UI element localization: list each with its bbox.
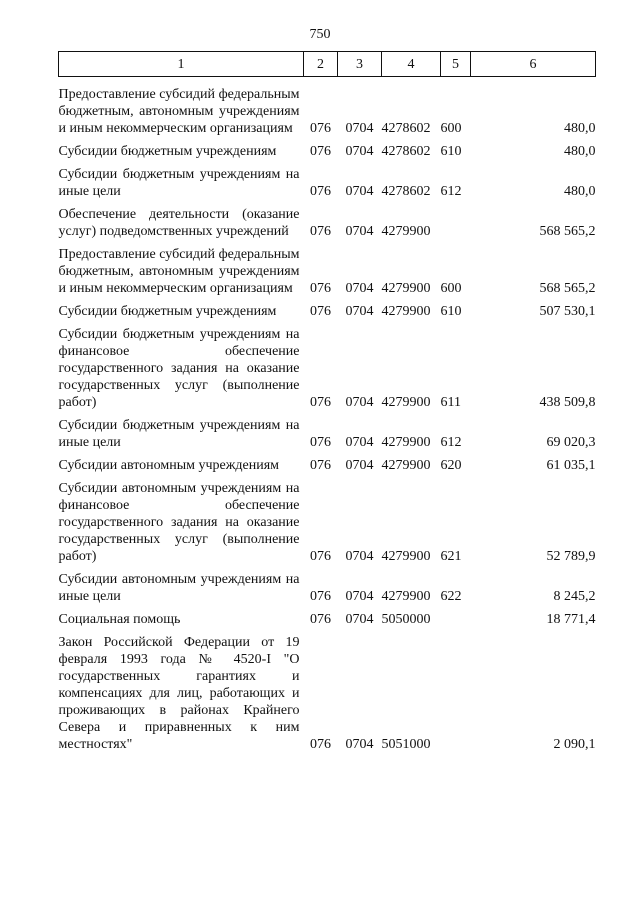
row-amount: 69 020,3 — [546, 435, 596, 450]
row-article-code: 5050000 — [381, 612, 431, 627]
row-ministry-code: 076 — [310, 612, 331, 627]
row-name: Субсидии бюджетным учреждениям на иные цели — [58, 167, 300, 199]
row-expense-type: 612 — [440, 184, 462, 199]
row-section-code: 0704 — [345, 549, 374, 564]
row-article-code: 4279900 — [381, 589, 431, 604]
row-section-code: 0704 — [345, 184, 374, 199]
row-article-code: 4279900 — [381, 549, 431, 564]
row-article-code: 4278602 — [381, 184, 431, 199]
row-article-code: 4279900 — [381, 435, 431, 450]
row-amount: 507 530,1 — [539, 304, 596, 319]
row-section-code: 0704 — [345, 589, 374, 604]
row-ministry-code: 076 — [310, 121, 331, 136]
table-body — [59, 77, 596, 754]
table-row — [59, 137, 596, 160]
table-row — [59, 628, 596, 753]
row-amount: 568 565,2 — [539, 224, 596, 239]
row-section-code: 0704 — [345, 612, 374, 627]
row-ministry-code: 076 — [310, 549, 331, 564]
table-row — [59, 565, 596, 605]
row-amount: 61 035,1 — [546, 458, 596, 473]
header-cell-name: 1 — [59, 52, 304, 77]
row-section-code: 0704 — [345, 121, 374, 136]
table-row — [59, 411, 596, 451]
header-cell-ministry: 2 — [304, 52, 338, 77]
row-section-code: 0704 — [345, 304, 374, 319]
row-expense-type — [441, 605, 471, 628]
row-amount: 18 771,4 — [546, 612, 596, 627]
row-expense-type: 622 — [440, 589, 462, 604]
row-name: Субсидии бюджетным учреждениям — [58, 144, 277, 159]
header-row — [59, 52, 596, 77]
row-expense-type: 600 — [440, 281, 462, 296]
row-ministry-code: 076 — [310, 589, 331, 604]
row-amount: 52 789,9 — [546, 549, 596, 564]
row-article-code: 4279900 — [381, 395, 431, 410]
table-row — [59, 474, 596, 565]
row-amount: 438 509,8 — [539, 395, 596, 410]
row-amount: 480,0 — [564, 184, 596, 199]
row-expense-type: 620 — [440, 458, 462, 473]
table-row — [59, 320, 596, 411]
row-section-code: 0704 — [345, 144, 374, 159]
row-name: Предоставление субсидий федеральным бюджетным, автономным учреждениям и иным некоммерческим организациям — [58, 87, 300, 136]
row-name: Субсидии автономным учреждениям на финансовое обеспечение государственного задания на оказание государственных услуг (выполнение работ) — [58, 481, 300, 564]
row-expense-type: 621 — [440, 549, 462, 564]
row-expense-type: 611 — [440, 395, 461, 410]
row-amount: 480,0 — [564, 121, 596, 136]
row-section-code: 0704 — [345, 281, 374, 296]
table-row — [59, 297, 596, 320]
row-expense-type — [441, 628, 471, 753]
table-row — [59, 160, 596, 200]
row-ministry-code: 076 — [310, 458, 331, 473]
row-name: Предоставление субсидий федеральным бюджетным, автономным учреждениям и иным некоммерческим организациям — [58, 247, 300, 296]
row-amount: 480,0 — [564, 144, 596, 159]
row-section-code: 0704 — [345, 458, 374, 473]
row-expense-type: 600 — [440, 121, 462, 136]
row-name: Закон Российской Федерации от 19 февраля 1993 года № 4520-I "О государственных гарантиях и компенсациях для лиц, работающих и проживающих в районах Крайнего Севера и приравненных к ним местностях" — [58, 635, 300, 752]
row-article-code: 4279900 — [381, 224, 431, 239]
table-row — [59, 605, 596, 628]
row-article-code: 4278602 — [381, 144, 431, 159]
row-article-code: 4279900 — [381, 458, 431, 473]
table-row — [59, 200, 596, 240]
row-ministry-code: 076 — [310, 144, 331, 159]
table-row — [59, 240, 596, 297]
row-article-code: 5051000 — [381, 737, 431, 752]
table-row — [59, 451, 596, 474]
row-section-code: 0704 — [345, 395, 374, 410]
row-expense-type: 612 — [440, 435, 462, 450]
row-name: Субсидии автономным учреждениям — [58, 458, 280, 473]
row-name: Обеспечение деятельности (оказание услуг) подведомственных учреждений — [58, 207, 300, 239]
row-name: Субсидии бюджетным учреждениям — [58, 304, 277, 319]
row-article-code: 4279900 — [381, 304, 431, 319]
row-section-code: 0704 — [345, 737, 374, 752]
row-ministry-code: 076 — [310, 737, 331, 752]
row-ministry-code: 076 — [310, 281, 331, 296]
header-cell-expense: 5 — [441, 52, 471, 77]
header-cell-article: 4 — [382, 52, 441, 77]
row-name: Субсидии бюджетным учреждениям на иные цели — [58, 418, 300, 450]
header-cell-amount: 6 — [471, 52, 596, 77]
row-article-code: 4279900 — [381, 281, 431, 296]
row-ministry-code: 076 — [310, 184, 331, 199]
page-number: 750 — [309, 27, 331, 42]
row-expense-type: 610 — [440, 304, 462, 319]
row-ministry-code: 076 — [310, 304, 331, 319]
table-header — [59, 52, 596, 77]
row-amount: 2 090,1 — [553, 737, 596, 752]
row-amount: 568 565,2 — [539, 281, 596, 296]
row-amount: 8 245,2 — [553, 589, 596, 604]
table-row — [59, 77, 596, 138]
header-cell-section: 3 — [338, 52, 382, 77]
row-ministry-code: 076 — [310, 435, 331, 450]
row-ministry-code: 076 — [310, 224, 331, 239]
row-section-code: 0704 — [345, 435, 374, 450]
row-expense-type: 610 — [440, 144, 462, 159]
row-name: Субсидии бюджетным учреждениям на финансовое обеспечение государственного задания на оказание государственных услуг (выполнение работ) — [58, 327, 300, 410]
row-name: Субсидии автономным учреждениям на иные цели — [58, 572, 300, 604]
budget-table — [58, 51, 596, 753]
row-expense-type — [441, 200, 471, 240]
row-section-code: 0704 — [345, 224, 374, 239]
row-name: Социальная помощь — [58, 612, 181, 627]
row-article-code: 4278602 — [381, 121, 431, 136]
row-ministry-code: 076 — [310, 395, 331, 410]
